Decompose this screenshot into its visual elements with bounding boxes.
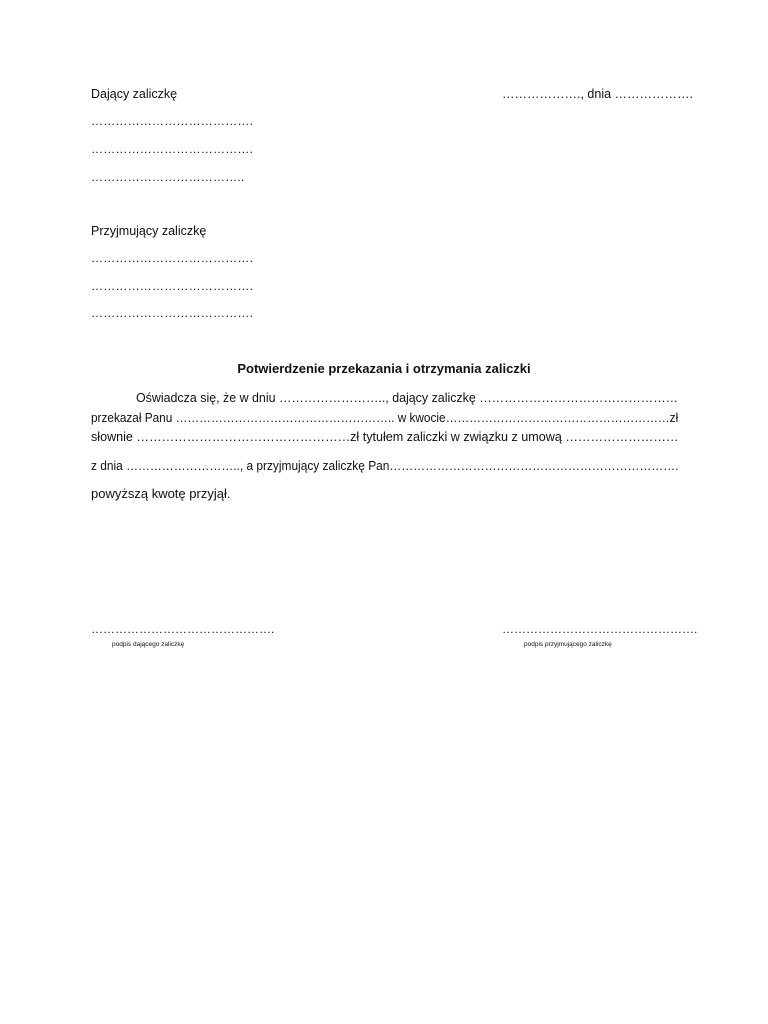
signature-line-receiver: …………………………………………. (502, 622, 698, 636)
giver-label: Dający zaliczkę (91, 87, 178, 101)
giver-line-3: ……………………………….. (91, 170, 245, 184)
signature-label-receiver: podpis przyjmującego zaliczkę (524, 641, 612, 648)
body-line-1: Oświadcza się, że w dniu …………………….., dający zaliczkę ………………………………………… (136, 390, 679, 405)
receiver-line-3: …………………………………. (91, 306, 254, 320)
signature-line-giver: ………………………………………. (91, 622, 275, 636)
signature-label-giver: podpis dającego zaliczkę (112, 641, 185, 648)
body-line-4: z dnia ……………………….., a przyjmujący zaliczkę Pan………………………………………………………………. (91, 458, 679, 473)
giver-line-1: …………………………………. (91, 114, 254, 128)
document-title: Potwierdzenie przekazania i otrzymania zaliczki (237, 361, 531, 376)
giver-line-2: …………………………………. (91, 142, 254, 156)
receiver-line-1: …………………………………. (91, 251, 254, 265)
body-line-3: słownie ……………………………………………zł tytułem zaliczki w związku z umową ……………………… (91, 429, 679, 444)
receiver-label: Przyjmujący zaliczkę (91, 224, 207, 238)
receiver-line-2: …………………………………. (91, 279, 254, 293)
body-line-2: przekazał Panu ……………………………………………….. w kwocie…………………………………………………zł (91, 410, 679, 425)
body-line-5: powyższą kwotę przyjął. (91, 486, 231, 501)
place-date-field: ………………., dnia ………………. (502, 87, 693, 101)
